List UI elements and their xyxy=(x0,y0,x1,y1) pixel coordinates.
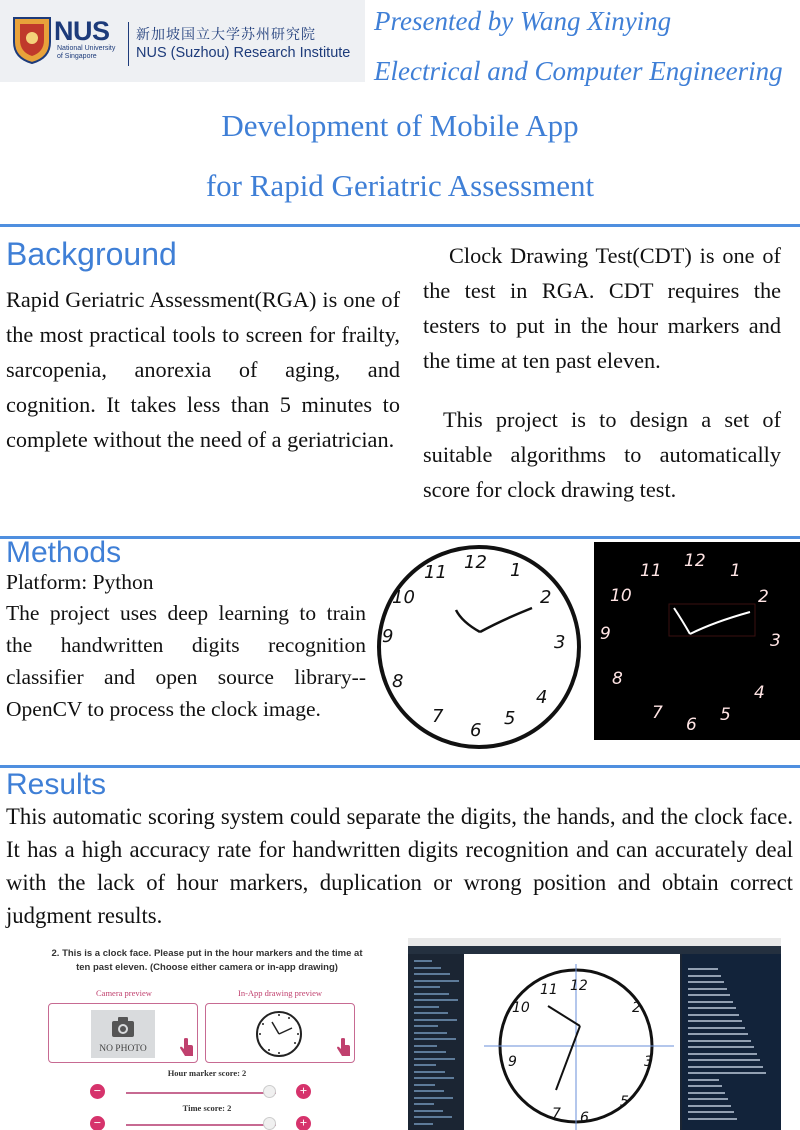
clock-number-6: 6 xyxy=(580,1110,589,1126)
ide-code-line xyxy=(414,1051,446,1053)
clock-number-11: 11 xyxy=(640,561,662,581)
background-right-text-2: This project is to design a set of suitable algorithms to automatically score for clock drawing test. xyxy=(423,407,781,502)
clock-number-10: 10 xyxy=(610,586,632,606)
time-score-minus-button[interactable]: − xyxy=(90,1116,105,1130)
nus-wordmark: NUS xyxy=(54,16,110,46)
camera-preview-card[interactable] xyxy=(48,1003,198,1063)
ide-code-line xyxy=(414,1103,434,1105)
department-line: Electrical and Computer Engineering xyxy=(374,56,783,86)
nus-crest-icon xyxy=(12,14,52,64)
ide-code-line xyxy=(414,1110,443,1112)
clock-number-9: 9 xyxy=(600,624,611,644)
clock-number-5: 5 xyxy=(720,705,731,725)
console-line xyxy=(688,1020,742,1022)
mini-clock-icon xyxy=(254,1010,304,1058)
console-line xyxy=(688,968,718,970)
console-line xyxy=(688,1014,739,1016)
hour-score-label: Hour marker score: 2 xyxy=(167,1068,247,1078)
time-score-label: Time score: 2 xyxy=(182,1103,232,1113)
hour-score-slider[interactable] xyxy=(126,1092,276,1094)
clock-number-9: 9 xyxy=(382,626,394,647)
background-left-text: Rapid Geriatric Assessment(RGA) is one of the most practical tools to screen for frailty, sarcopenia, anorexia of aging, and cognition. It takes less than 5 minutes to complete without the need of a geriatrician. xyxy=(6,287,400,452)
results-text: This automatic scoring system could separate the digits, the hands, and the clock face. It has a high accuracy rate for handwritten digits recognition and can accurately deal with the lack of hour markers, duplication or wrong position and obtain correct judgment results. xyxy=(6,804,793,928)
ide-code-line xyxy=(414,960,432,962)
camera-preview-label: Camera preview xyxy=(96,988,152,998)
nus-logo xyxy=(0,0,365,82)
clock-number-12: 12 xyxy=(464,552,487,573)
ide-code-line xyxy=(414,973,450,975)
console-line xyxy=(688,1001,733,1003)
drawing-preview-card[interactable] xyxy=(205,1003,355,1063)
console-line xyxy=(688,1046,754,1048)
clock-number-3: 3 xyxy=(770,631,781,651)
ide-code-line xyxy=(414,1071,445,1073)
time-score-slider[interactable] xyxy=(126,1124,276,1126)
ide-code-line xyxy=(414,986,440,988)
clock-number-12: 12 xyxy=(570,978,588,994)
console-line xyxy=(688,981,724,983)
nus-wordmark-sub: National University of Singapore xyxy=(57,45,116,60)
console-line xyxy=(688,1085,722,1087)
clock-number-11: 11 xyxy=(540,982,558,998)
ide-code-line xyxy=(414,1097,453,1099)
clock-number-2: 2 xyxy=(632,1000,641,1016)
clock-number-4: 4 xyxy=(536,687,548,708)
background-heading: Background xyxy=(6,236,177,272)
hour-score-slider-knob[interactable] xyxy=(263,1085,276,1098)
methods-text: The project uses deep learning to train the handwritten digits recognition classifier and open source library--OpenCV to process the clock image. xyxy=(6,601,366,721)
ide-code-line xyxy=(414,1038,456,1040)
console-line xyxy=(688,1066,763,1068)
poster-title-line-2: for Rapid Geriatric Assessment xyxy=(205,168,595,203)
results-heading: Results xyxy=(6,768,107,801)
ide-image-window xyxy=(464,954,680,1130)
ide-code-line xyxy=(414,980,459,982)
ide-code-line xyxy=(414,1012,448,1014)
ide-code-line xyxy=(414,1006,439,1008)
time-score-plus-button[interactable]: + xyxy=(296,1116,311,1130)
institute-name-en: NUS (Suzhou) Research Institute xyxy=(136,45,351,61)
clock-number-11: 11 xyxy=(424,562,447,583)
drawing-preview-label: In-App drawing preview xyxy=(238,988,323,998)
clock-number-3: 3 xyxy=(554,632,566,653)
console-line xyxy=(688,1105,731,1107)
console-line xyxy=(688,1072,766,1074)
ide-code-line xyxy=(414,993,449,995)
presenter-line: Presented by Wang Xinying xyxy=(374,6,672,36)
console-line xyxy=(688,1059,760,1061)
ide-code-line xyxy=(414,1090,444,1092)
hour-score-plus-button[interactable]: + xyxy=(296,1084,311,1099)
console-line xyxy=(688,1040,751,1042)
tap-hand-icon xyxy=(336,1038,352,1058)
console-line xyxy=(688,1033,748,1035)
clock-detection-image xyxy=(464,954,680,1130)
methods-heading: Methods xyxy=(6,536,122,569)
clock-number-3: 3 xyxy=(644,1054,653,1070)
methods-platform: Platform: Python xyxy=(6,570,154,594)
clock-number-5: 5 xyxy=(620,1094,629,1110)
tap-hand-icon xyxy=(179,1038,195,1058)
clock-number-9: 9 xyxy=(508,1054,517,1070)
section-divider xyxy=(0,224,800,227)
console-line xyxy=(688,994,730,996)
poster-title-line-1: Development of Mobile App xyxy=(221,108,579,143)
time-score-slider-knob[interactable] xyxy=(263,1117,276,1130)
console-line xyxy=(688,1053,757,1055)
camera-icon xyxy=(111,1016,135,1038)
ide-code-line xyxy=(414,1123,433,1125)
clock-number-7: 7 xyxy=(432,706,444,727)
clock-number-5: 5 xyxy=(504,708,516,729)
section-divider xyxy=(0,765,800,768)
ide-code-line xyxy=(414,1032,447,1034)
hour-score-minus-button[interactable]: − xyxy=(90,1084,105,1099)
console-line xyxy=(688,988,727,990)
clock-drawing-white xyxy=(372,540,587,755)
clock-number-8: 8 xyxy=(612,669,623,689)
clock-number-8: 8 xyxy=(392,671,404,692)
clock-number-2: 2 xyxy=(540,587,552,608)
no-photo-text: NO PHOTO xyxy=(99,1044,147,1054)
logo-divider xyxy=(128,22,129,66)
ide-code-line xyxy=(414,1077,454,1079)
no-photo-placeholder xyxy=(91,1010,155,1058)
app-question: 2. This is a clock face. Please put in the hour markers and the time at ten past eleven. (Choose either camera or in-app drawing) xyxy=(51,948,363,973)
ide-code-line xyxy=(414,1025,438,1027)
ide-menu-bar xyxy=(408,946,781,954)
clock-number-10: 10 xyxy=(512,1000,530,1016)
clock-number-4: 4 xyxy=(754,683,765,703)
console-line xyxy=(688,1079,719,1081)
clock-number-6: 6 xyxy=(470,720,482,741)
clock-processed-black xyxy=(594,542,800,740)
ide-code-line xyxy=(414,1084,435,1086)
ide-code-line xyxy=(414,1045,437,1047)
clock-number-10: 10 xyxy=(392,587,415,608)
ide-code-line xyxy=(414,1058,455,1060)
clock-number-7: 7 xyxy=(652,703,663,723)
ide-title-bar xyxy=(408,938,781,946)
console-line xyxy=(688,1098,728,1100)
console-line xyxy=(688,1118,737,1120)
clock-number-12: 12 xyxy=(684,551,706,571)
ide-code-line xyxy=(414,1019,457,1021)
console-line xyxy=(688,975,721,977)
console-line xyxy=(688,1027,745,1029)
ide-code-line xyxy=(414,967,441,969)
institute-name-cn: 新加坡国立大学苏州研究院 xyxy=(136,27,316,43)
ide-code-line xyxy=(414,1116,452,1118)
ide-screenshot xyxy=(408,938,781,1130)
background-right-text-1: Clock Drawing Test(CDT) is one of the test in RGA. CDT requires the testers to put in the hour markers and the time at ten past eleven. xyxy=(423,243,781,373)
console-line xyxy=(688,1111,734,1113)
clock-number-2: 2 xyxy=(758,587,769,607)
ide-code-line xyxy=(414,1064,436,1066)
clock-number-1: 1 xyxy=(510,560,522,581)
ide-code-line xyxy=(414,999,458,1001)
console-line xyxy=(688,1007,736,1009)
clock-number-1: 1 xyxy=(730,561,741,581)
clock-number-6: 6 xyxy=(686,715,697,735)
console-line xyxy=(688,1092,725,1094)
clock-number-7: 7 xyxy=(552,1106,561,1122)
